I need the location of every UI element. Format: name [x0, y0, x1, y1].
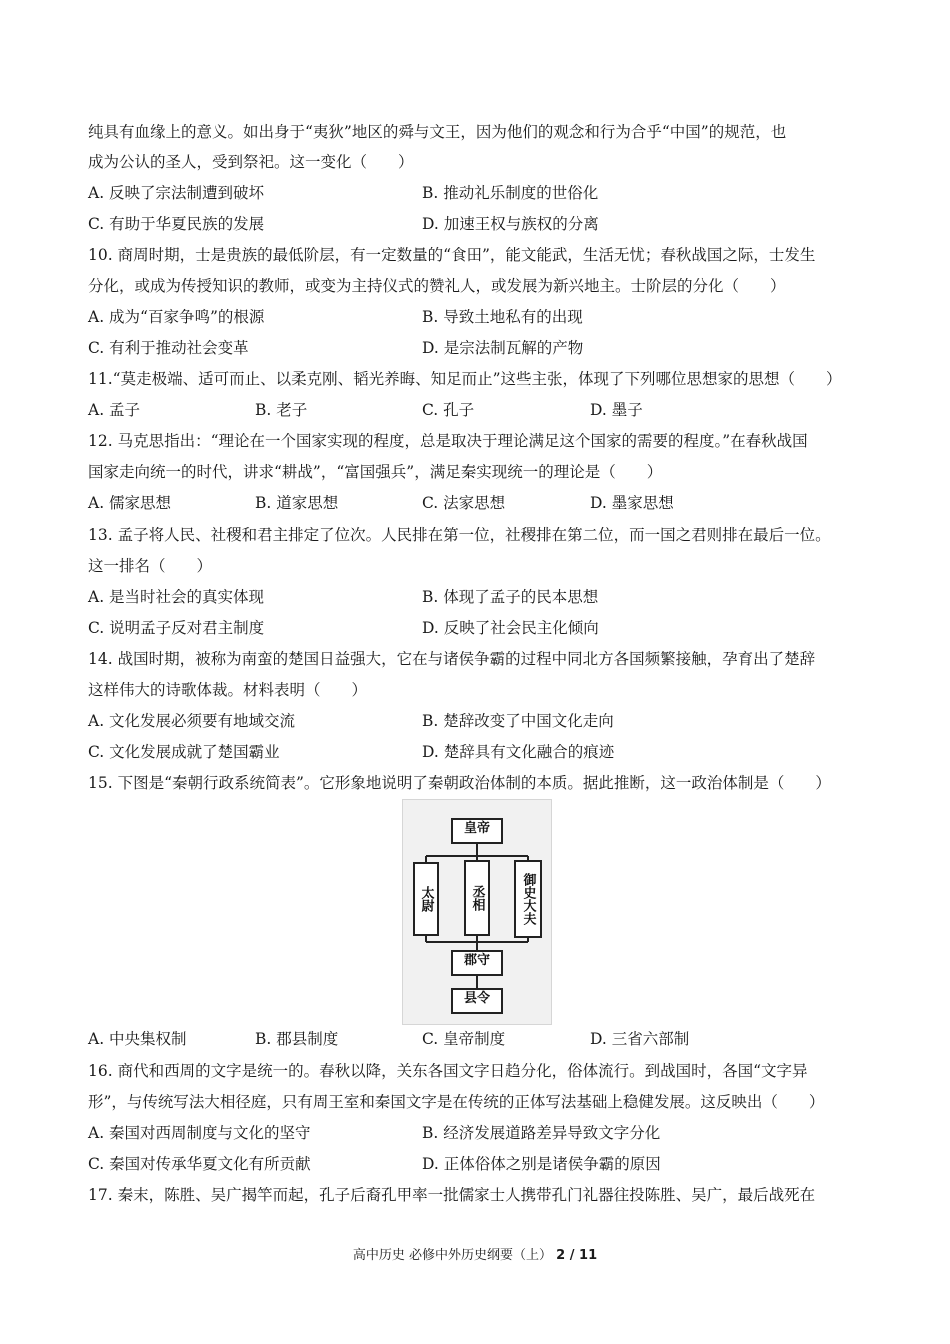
page-footer: [0, 1248, 950, 1264]
q15-option-d: D. 三省六部制: [590, 1030, 690, 1048]
q9-option-a: A. 反映了宗法制遭到破坏: [88, 184, 265, 202]
q9-text-line-2: 成为公认的圣人，受到祭祀。这一变化（ ）: [88, 153, 414, 171]
footer-title: 高中历史 必修中外历史纲要（上）: [352, 1248, 553, 1263]
q13-option-b: B. 体现了孟子的民本思想: [422, 588, 599, 606]
q12-text-line-2: 国家走向统一的时代，讲求“耕战”，“富国强兵”，满足秦实现统一的理论是（ ）: [88, 463, 663, 481]
xianling-box: 县令: [451, 988, 503, 1014]
chengxiang-box: 丞相: [464, 860, 490, 936]
junshou-box: 郡守: [451, 950, 503, 976]
q16-text-line-1: 16. 商代和西周的文字是统一的。春秋以降，关东各国文字日趋分化，俗体流行。到战国时，各国“文字异: [88, 1062, 808, 1080]
q11-option-c: C. 孔子: [422, 401, 475, 419]
q15-text: 15. 下图是“秦朝行政系统简表”。它形象地说明了秦朝政治体制的本质。据此推断，这一政治体制是（ ）: [88, 774, 831, 792]
q10-option-c: C. 有利于推动社会变革: [88, 339, 249, 357]
q15-option-a: A. 中央集权制: [88, 1030, 187, 1048]
q11-text: 11.“莫走极端、适可而止、以柔克刚、韬光养晦、知足而止”这些主张，体现了下列哪位思想家的思想（ ）: [88, 370, 842, 388]
q9-option-c: C. 有助于华夏民族的发展: [88, 215, 265, 233]
taiwei-box: 太尉: [413, 862, 439, 936]
q10-option-b: B. 导致土地私有的出现: [422, 308, 583, 326]
q10-text-line-2: 分化，或成为传授知识的教师，或变为主持仪式的赞礼人，或发展为新兴地主。士阶层的分化（ ）: [88, 277, 786, 295]
q12-text-line-1: 12. 马克思指出：“理论在一个国家实现的程度，总是取决于理论满足这个国家的需要的程度。”在春秋战国: [88, 432, 808, 450]
page-number: 2 / 11: [556, 1248, 598, 1263]
q13-option-d: D. 反映了社会民主化倾向: [422, 619, 599, 637]
q12-option-b: B. 道家思想: [255, 494, 339, 512]
q17-text: 17. 秦末，陈胜、吴广揭竿而起，孔子后裔孔甲率一批儒家士人携带孔门礼器往投陈胜、吴广，最后战死在: [88, 1186, 816, 1204]
q9-option-d: D. 加速王权与族权的分离: [422, 215, 599, 233]
q14-option-a: A. 文化发展必须要有地域交流: [88, 712, 296, 730]
q10-text-line-1: 10. 商周时期，士是贵族的最低阶层，有一定数量的“食田”，能文能武，生活无忧；春秋战国之际，士发生: [88, 246, 816, 264]
q9-option-b: B. 推动礼乐制度的世俗化: [422, 184, 599, 202]
q13-option-a: A. 是当时社会的真实体现: [88, 588, 265, 606]
q11-option-d: D. 墨子: [590, 401, 643, 419]
q12-option-a: A. 儒家思想: [88, 494, 172, 512]
q10-option-d: D. 是宗法制瓦解的产物: [422, 339, 584, 357]
yushi-dafu-box: 御史大夫: [514, 860, 542, 938]
q14-option-b: B. 楚辞改变了中国文化走向: [422, 712, 614, 730]
q16-option-a: A. 秦国对西周制度与文化的坚守: [88, 1124, 311, 1142]
q13-option-c: C. 说明孟子反对君主制度: [88, 619, 265, 637]
qin-administration-diagram: [402, 799, 552, 1025]
q14-text-line-2: 这样伟大的诗歌体裁。材料表明（ ）: [88, 681, 368, 699]
q11-option-a: A. 孟子: [88, 401, 141, 419]
q10-option-a: A. 成为“百家争鸣”的根源: [88, 308, 265, 326]
q16-option-d: D. 正体俗体之别是诸侯争霸的原因: [422, 1155, 661, 1173]
q11-option-b: B. 老子: [255, 401, 308, 419]
q14-text-line-1: 14. 战国时期，被称为南蛮的楚国日益强大，它在与诸侯争霸的过程中同北方各国频繁接触，孕育出了楚辞: [88, 650, 816, 668]
q13-text-line-2: 这一排名（ ）: [88, 557, 213, 575]
q16-text-line-2: 形”，与传统写法大相径庭，只有周王室和秦国文字是在传统的正体写法基础上稳健发展。这反映出（ ）: [88, 1093, 825, 1111]
q9-text-line-1: 纯具有血缘上的意义。如出身于“夷狄”地区的舜与文王，因为他们的观念和行为合乎“中国”的规范，也: [88, 123, 787, 141]
q14-option-d: D. 楚辞具有文化融合的痕迹: [422, 743, 615, 761]
q12-option-c: C. 法家思想: [422, 494, 506, 512]
q15-option-b: B. 郡县制度: [255, 1030, 339, 1048]
q13-text-line-1: 13. 孟子将人民、社稷和君主排定了位次。人民排在第一位，社稷排在第二位，而一国之君则排在最后一位。: [88, 526, 831, 544]
q12-option-d: D. 墨家思想: [590, 494, 674, 512]
q16-option-b: B. 经济发展道路差异导致文字分化: [422, 1124, 661, 1142]
q14-option-c: C. 文化发展成就了楚国霸业: [88, 743, 280, 761]
q15-option-c: C. 皇帝制度: [422, 1030, 506, 1048]
q16-option-c: C. 秦国对传承华夏文化有所贡献: [88, 1155, 311, 1173]
emperor-box: 皇帝: [451, 818, 503, 844]
